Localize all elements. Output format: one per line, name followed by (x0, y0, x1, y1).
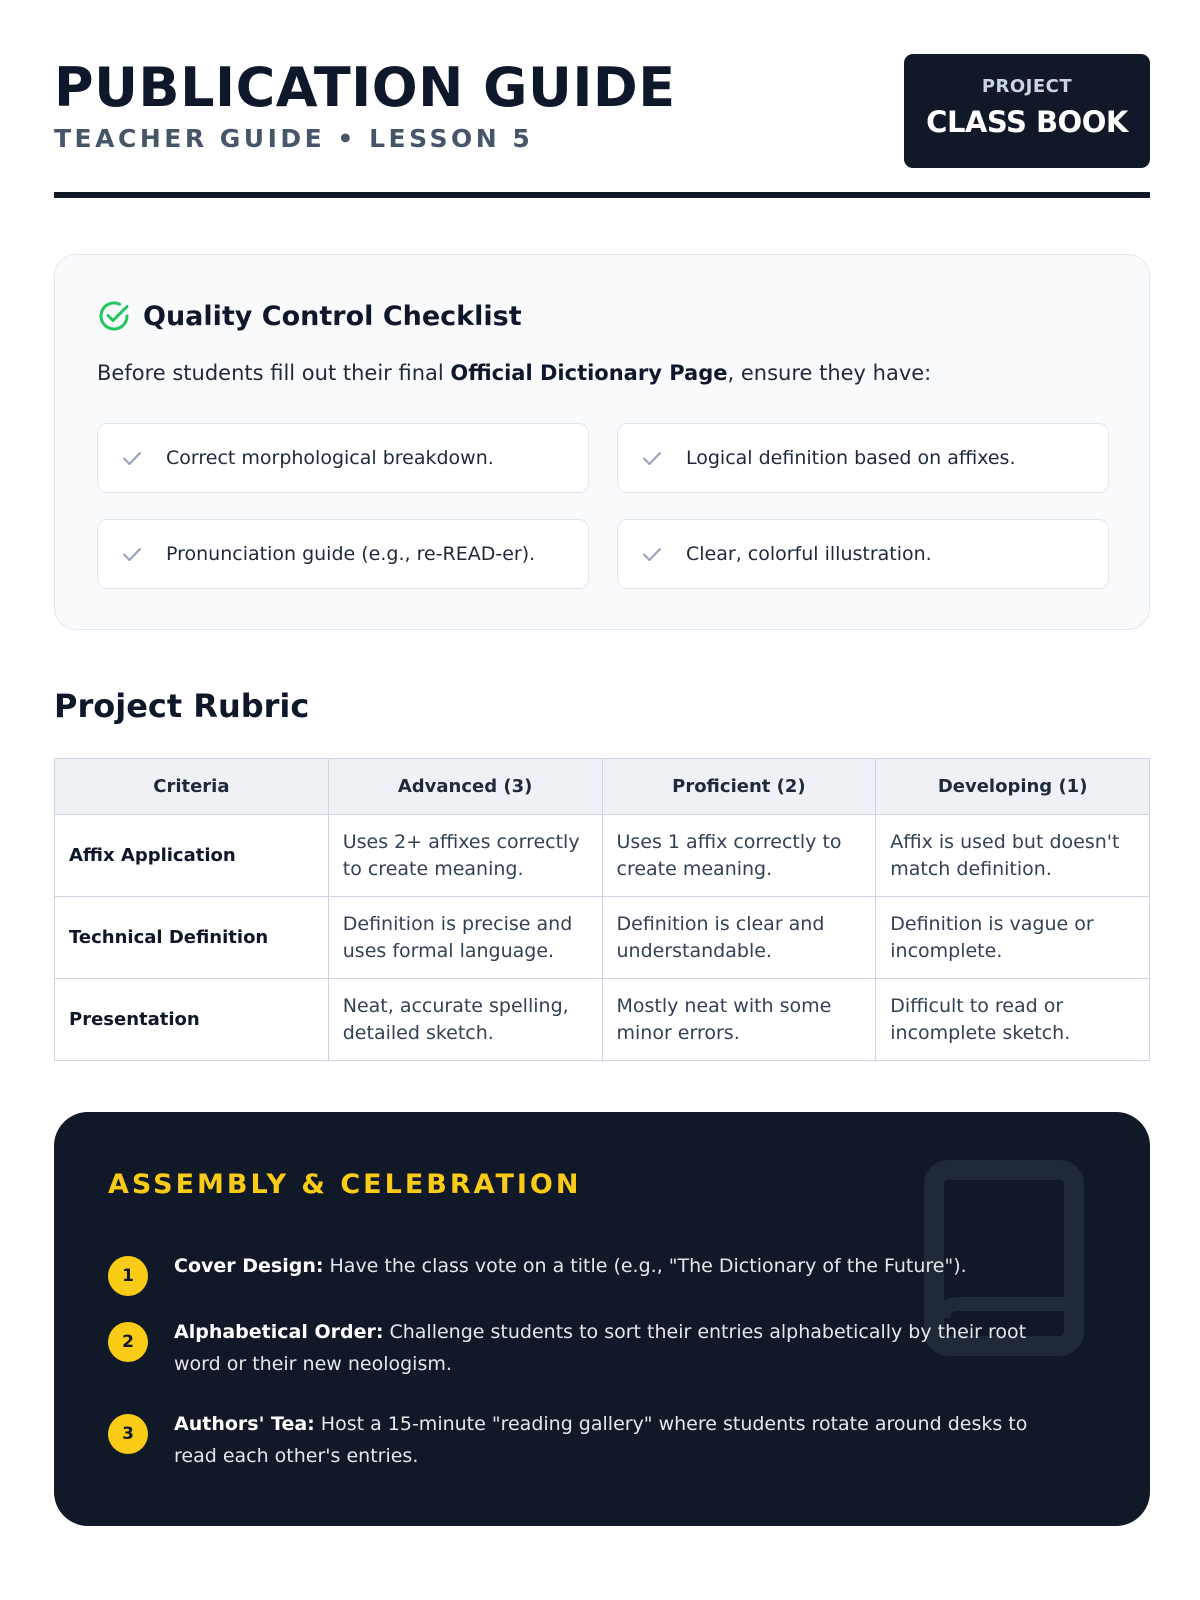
checklist-item (97, 423, 589, 493)
header-divider (54, 192, 1150, 198)
rubric-cell: Definition is clear and understandable. (602, 897, 876, 979)
checklist-item-text: Correct morphological breakdown. (166, 447, 494, 469)
rubric-cell: Uses 2+ affixes correctly to create meaning. (328, 815, 602, 897)
step-number-badge: 3 (108, 1414, 148, 1454)
checkmark-icon (640, 446, 664, 470)
checklist-item-text: Clear, colorful illustration. (686, 543, 932, 565)
check-circle-icon (97, 299, 131, 333)
step-text (174, 1408, 1074, 1472)
rubric-table (54, 758, 1150, 1061)
checklist-item (617, 519, 1109, 589)
checklist-item-text: Pronunciation guide (e.g., re-READ-er). (166, 543, 536, 565)
step-description: Host a 15-minute "reading gallery" where students rotate around desks to read each other's entries. (174, 1413, 1028, 1467)
page-subtitle: TEACHER GUIDE • LESSON 5 (54, 124, 534, 153)
step-text (174, 1316, 1074, 1380)
rubric-column-header: Criteria (55, 759, 329, 815)
checkmark-icon (120, 542, 144, 566)
checklist-title: Quality Control Checklist (143, 300, 522, 332)
rubric-criteria-cell: Affix Application (55, 815, 329, 897)
quality-checklist-card (54, 254, 1150, 630)
assembly-title: ASSEMBLY & CELEBRATION (108, 1169, 582, 1200)
intro-text-end: , ensure they have: (727, 361, 932, 385)
step-number-badge: 2 (108, 1322, 148, 1362)
page-header (54, 0, 1150, 200)
badge-value: CLASS BOOK (926, 105, 1128, 139)
rubric-cell: Definition is vague or incomplete. (876, 897, 1150, 979)
checklist-item-text: Logical definition based on affixes. (686, 447, 1016, 469)
rubric-row (55, 979, 1150, 1061)
page-title: PUBLICATION GUIDE (54, 56, 676, 119)
rubric-cell: Affix is used but doesn't match definition. (876, 815, 1150, 897)
rubric-column-header: Advanced (3) (328, 759, 602, 815)
project-badge (904, 54, 1150, 168)
rubric-column-header: Developing (1) (876, 759, 1150, 815)
intro-emphasis: Official Dictionary Page (450, 361, 728, 385)
step-number-badge: 1 (108, 1256, 148, 1296)
teacher-guide-page (54, 0, 1150, 1467)
badge-label: PROJECT (981, 76, 1073, 97)
checklist-intro (97, 359, 931, 387)
step-label: Alphabetical Order: (174, 1321, 384, 1343)
checkmark-icon (120, 446, 144, 470)
checklist-item (617, 423, 1109, 493)
rubric-row (55, 815, 1150, 897)
rubric-cell: Neat, accurate spelling, detailed sketch. (328, 979, 602, 1061)
rubric-criteria-cell: Technical Definition (55, 897, 329, 979)
assembly-celebration-card (54, 1112, 1150, 1526)
rubric-cell: Definition is precise and uses formal language. (328, 897, 602, 979)
checklist-heading (97, 299, 522, 333)
rubric-cell: Uses 1 affix correctly to create meaning. (602, 815, 876, 897)
rubric-title: Project Rubric (54, 687, 310, 725)
rubric-column-header: Proficient (2) (602, 759, 876, 815)
rubric-criteria-cell: Presentation (55, 979, 329, 1061)
rubric-cell: Mostly neat with some minor errors. (602, 979, 876, 1061)
checklist-item (97, 519, 589, 589)
rubric-cell: Difficult to read or incomplete sketch. (876, 979, 1150, 1061)
rubric-row (55, 897, 1150, 979)
rubric-header-row (55, 759, 1150, 815)
step-description: Challenge students to sort their entries alphabetically by their root word or their new neologism. (174, 1321, 1027, 1375)
step-label: Authors' Tea: (174, 1413, 315, 1435)
step-description: Have the class vote on a title (e.g., "The Dictionary of the Future"). (323, 1255, 967, 1277)
checkmark-icon (640, 542, 664, 566)
intro-text: Before students fill out their final (97, 361, 451, 385)
step-label: Cover Design: (174, 1255, 324, 1277)
step-text (174, 1250, 1074, 1282)
